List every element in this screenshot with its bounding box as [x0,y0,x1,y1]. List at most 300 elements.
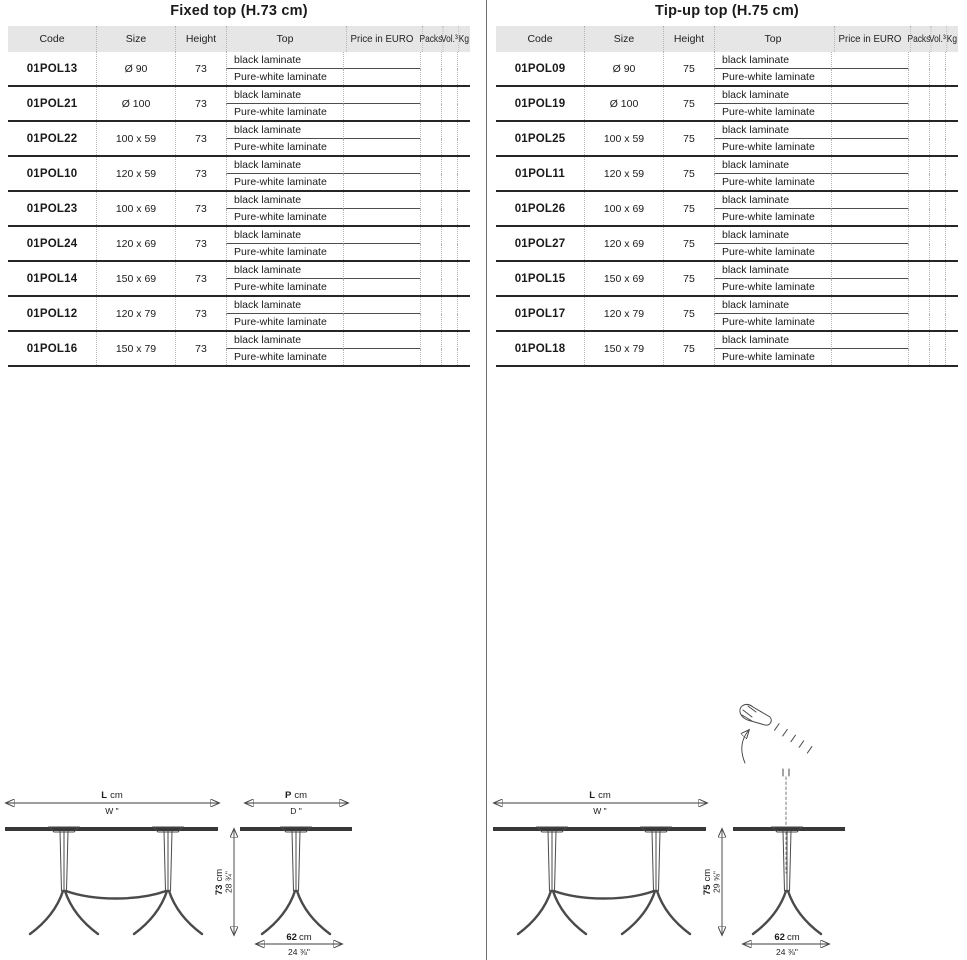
price-cell-white [343,349,420,366]
col-header-size: Size [96,26,175,52]
table-row [8,52,470,87]
table-row [496,192,958,227]
height-cell: 75 [663,297,714,330]
fixed-top-dimension-drawing [2,785,372,960]
packs-cell [420,192,441,209]
height-cell: 73 [175,332,226,365]
table-title: Tip-up top (H.75 cm) [655,3,799,19]
top-option-white: Pure-white laminate [226,174,343,191]
height-label-imperial: 28 ¾" [223,871,234,893]
height-cell: 75 [663,262,714,295]
table-row [496,332,958,367]
volume-cell [441,69,457,86]
volume-cell [929,52,945,69]
kg-cell [457,69,470,86]
size-cell: 100 x 69 [584,192,663,225]
col-header-top: Top [714,26,831,52]
code-cell: 01POL11 [515,167,565,180]
volume-cell [929,209,945,226]
col-header-height: Height [663,26,714,52]
volume-cell [441,244,457,261]
code-cell: 01POL10 [26,167,78,180]
packs-cell [420,104,441,121]
price-cell-white [831,209,908,226]
volume-cell [929,314,945,331]
top-option-black: black laminate [226,52,343,69]
packs-cell [420,209,441,226]
packs-cell [908,332,929,349]
top-option-white: Pure-white laminate [714,69,831,86]
volume-cell [929,262,945,279]
col-header-size: Size [584,26,663,52]
table-row [8,297,470,332]
double-pedestal-table-drawing [5,827,218,934]
price-cell-black [831,87,908,104]
packs-cell [908,139,929,156]
length-label-metric: L cm [101,790,123,801]
packs-cell [420,262,441,279]
packs-cell [908,192,929,209]
kg-cell [457,139,470,156]
code-cell: 01POL13 [26,62,78,75]
height-cell: 75 [663,192,714,225]
volume-cell [441,279,457,296]
table-body [8,52,470,367]
base-label-metric: 62 cm [286,932,312,943]
size-cell: 150 x 69 [96,262,175,295]
top-option-black: black laminate [226,157,343,174]
price-cell-white [343,69,420,86]
volume-cell [929,244,945,261]
volume-cell [929,279,945,296]
height-cell: 73 [175,192,226,225]
col-header-code: Code [39,33,65,45]
code-cell: 01POL27 [514,237,566,250]
height-label-metric: 73cm [214,868,225,896]
kg-cell [945,349,958,366]
packs-cell [420,279,441,296]
column-divider [486,0,487,960]
height-cell: 75 [663,52,714,85]
price-cell-black [343,52,420,69]
packs-cell [420,52,441,69]
packs-cell [420,87,441,104]
packs-cell [420,139,441,156]
top-option-white: Pure-white laminate [714,174,831,191]
kg-cell [945,209,958,226]
top-option-black: black laminate [714,122,831,139]
table-row [8,262,470,297]
kg-cell [457,349,470,366]
kg-cell [945,157,958,174]
kg-cell [457,104,470,121]
price-cell-white [831,139,908,156]
volume-cell [441,192,457,209]
packs-cell [908,349,929,366]
size-cell: 120 x 59 [96,157,175,190]
col-header-price: Price in EURO [834,26,905,52]
price-cell-white [831,244,908,261]
packs-cell [908,244,929,261]
col-header-code: Code [527,33,553,45]
code-cell: 01POL18 [514,342,566,355]
size-cell: 100 x 69 [96,192,175,225]
packs-cell [908,122,929,139]
packs-cell [420,314,441,331]
kg-cell [457,314,470,331]
height-cell: 75 [663,157,714,190]
price-cell-white [831,69,908,86]
price-cell-black [831,157,908,174]
kg-cell [945,244,958,261]
code-cell: 01POL17 [514,307,566,320]
table-row [8,192,470,227]
tipup-top-table [496,3,958,367]
volume-cell [441,122,457,139]
height-cell: 73 [175,157,226,190]
col-header-kg: Kg [458,26,468,52]
volume-cell [929,174,945,191]
price-cell-white [343,174,420,191]
top-option-white: Pure-white laminate [714,349,831,366]
price-cell-white [343,279,420,296]
packs-cell [420,69,441,86]
length-label-metric: L cm [589,790,611,801]
packs-cell [420,122,441,139]
size-cell: 100 x 59 [584,122,663,155]
size-cell: Ø 90 [584,52,663,85]
kg-cell [945,332,958,349]
volume-cell [929,87,945,104]
packs-cell [908,69,929,86]
top-option-black: black laminate [714,297,831,314]
price-cell-white [343,104,420,121]
col-header-top: Top [226,26,343,52]
packs-cell [908,209,929,226]
col-header-packs: Packs [910,26,927,52]
col-header-packs: Packs [422,26,439,52]
kg-cell [945,104,958,121]
height-cell: 73 [175,297,226,330]
table-row [8,87,470,122]
code-cell: 01POL21 [26,97,78,110]
height-cell: 73 [175,122,226,155]
top-option-black: black laminate [226,122,343,139]
top-option-black: black laminate [226,227,343,244]
volume-cell [929,349,945,366]
price-cell-black [831,227,908,244]
depth-label-imperial: D " [290,806,302,816]
packs-cell [908,297,929,314]
price-cell-black [831,332,908,349]
fixed-top-table [8,3,470,367]
size-cell: 120 x 79 [584,297,663,330]
price-cell-white [343,139,420,156]
tip-up-action-illustration [740,705,820,776]
kg-cell [945,297,958,314]
top-option-black: black laminate [714,87,831,104]
packs-cell [908,87,929,104]
length-label-imperial: W " [593,806,607,816]
table-row [496,122,958,157]
volume-cell [441,157,457,174]
price-cell-black [343,297,420,314]
price-cell-black [831,297,908,314]
table-row [496,87,958,122]
volume-cell [441,314,457,331]
packs-cell [420,174,441,191]
packs-cell [908,227,929,244]
single-pedestal-table-drawing [240,827,352,934]
volume-cell [441,332,457,349]
volume-cell [929,332,945,349]
code-cell: 01POL14 [26,272,78,285]
kg-cell [945,314,958,331]
packs-cell [908,157,929,174]
table-row [496,262,958,297]
packs-cell [908,104,929,121]
price-cell-black [343,227,420,244]
price-cell-white [831,279,908,296]
top-option-black: black laminate [226,297,343,314]
top-option-black: black laminate [226,332,343,349]
height-cell: 73 [175,262,226,295]
price-cell-black [831,122,908,139]
height-cell: 75 [663,332,714,365]
top-option-white: Pure-white laminate [714,209,831,226]
table-row [496,297,958,332]
kg-cell [457,122,470,139]
volume-cell [441,349,457,366]
table-body [496,52,958,367]
packs-cell [908,314,929,331]
kg-cell [457,157,470,174]
single-pedestal-table-drawing [733,827,845,934]
size-cell: 120 x 69 [96,227,175,260]
top-option-white: Pure-white laminate [226,139,343,156]
price-cell-black [343,87,420,104]
table-row [496,52,958,87]
packs-cell [420,332,441,349]
kg-cell [457,262,470,279]
table-row [8,157,470,192]
volume-cell [929,69,945,86]
top-option-black: black laminate [226,87,343,104]
size-cell: Ø 90 [96,52,175,85]
price-cell-black [343,332,420,349]
packs-cell [420,244,441,261]
size-cell: 120 x 79 [96,297,175,330]
price-cell-white [343,244,420,261]
code-cell: 01POL25 [514,132,566,145]
kg-cell [457,332,470,349]
height-cell: 75 [663,87,714,120]
kg-cell [457,209,470,226]
price-cell-black [343,262,420,279]
code-cell: 01POL19 [514,97,566,110]
top-option-black: black laminate [714,332,831,349]
col-header-volume: Vol.³ [443,26,456,52]
col-header-volume: Vol.³ [931,26,944,52]
depth-label-metric: P cm [284,790,308,801]
volume-cell [441,297,457,314]
volume-cell [441,87,457,104]
price-cell-black [831,192,908,209]
height-label-imperial: 29 ⅝" [711,871,722,893]
kg-cell [945,52,958,69]
table-row [8,122,470,157]
volume-cell [929,157,945,174]
volume-cell [441,227,457,244]
price-cell-white [831,314,908,331]
volume-cell [441,174,457,191]
table-header-row [496,26,958,52]
top-option-white: Pure-white laminate [226,349,343,366]
code-cell: 01POL15 [514,272,566,285]
kg-cell [945,227,958,244]
price-cell-white [831,174,908,191]
size-cell: Ø 100 [96,87,175,120]
col-header-height: Height [175,26,226,52]
volume-cell [441,209,457,226]
tip-motion-arrow [742,730,749,763]
kg-cell [457,174,470,191]
table-title: Fixed top (H.73 cm) [170,3,308,19]
packs-cell [420,157,441,174]
code-cell: 01POL24 [26,237,78,250]
packs-cell [908,279,929,296]
col-header-price: Price in EURO [346,26,417,52]
tipup-top-dimension-drawing [490,697,870,960]
top-option-white: Pure-white laminate [226,69,343,86]
height-cell: 75 [663,122,714,155]
packs-cell [420,349,441,366]
volume-cell [929,139,945,156]
volume-cell [441,139,457,156]
volume-cell [929,122,945,139]
code-cell: 01POL23 [26,202,78,215]
table-header-row [8,26,470,52]
top-option-white: Pure-white laminate [226,244,343,261]
packs-cell [908,174,929,191]
price-cell-white [831,104,908,121]
top-option-white: Pure-white laminate [714,139,831,156]
volume-cell [441,262,457,279]
packs-cell [420,227,441,244]
size-cell: 120 x 59 [584,157,663,190]
table-row [8,332,470,367]
height-label-metric: 75cm [702,868,713,896]
packs-cell [420,297,441,314]
base-label-imperial: 24 ⅜" [288,947,310,957]
volume-cell [929,297,945,314]
price-cell-black [343,192,420,209]
top-option-white: Pure-white laminate [226,314,343,331]
table-row [496,157,958,192]
price-cell-black [831,52,908,69]
price-cell-black [343,122,420,139]
top-option-white: Pure-white laminate [226,279,343,296]
top-option-black: black laminate [226,192,343,209]
price-cell-white [831,349,908,366]
code-cell: 01POL16 [26,342,78,355]
packs-cell [908,52,929,69]
kg-cell [457,227,470,244]
volume-cell [929,192,945,209]
kg-cell [457,279,470,296]
kg-cell [945,174,958,191]
volume-cell [441,104,457,121]
top-option-white: Pure-white laminate [714,244,831,261]
size-cell: 150 x 79 [584,332,663,365]
top-option-white: Pure-white laminate [226,104,343,121]
top-option-white: Pure-white laminate [714,104,831,121]
size-cell: 150 x 69 [584,262,663,295]
size-cell: 150 x 79 [96,332,175,365]
top-option-white: Pure-white laminate [714,314,831,331]
top-option-black: black laminate [714,157,831,174]
double-pedestal-table-drawing [493,827,706,934]
kg-cell [457,244,470,261]
height-cell: 73 [175,87,226,120]
volume-cell [929,104,945,121]
code-cell: 01POL09 [514,62,566,75]
height-cell: 73 [175,52,226,85]
code-cell: 01POL12 [26,307,78,320]
top-option-black: black laminate [714,227,831,244]
length-label-imperial: W " [105,806,119,816]
kg-cell [945,279,958,296]
kg-cell [945,122,958,139]
size-cell: 100 x 59 [96,122,175,155]
kg-cell [945,262,958,279]
code-cell: 01POL26 [514,202,566,215]
price-cell-black [343,157,420,174]
top-option-white: Pure-white laminate [714,279,831,296]
kg-cell [457,87,470,104]
kg-cell [457,52,470,69]
top-option-black: black laminate [226,262,343,279]
top-option-black: black laminate [714,262,831,279]
base-label-metric: 62 cm [774,932,800,943]
kg-cell [945,192,958,209]
size-cell: Ø 100 [584,87,663,120]
kg-cell [945,139,958,156]
price-cell-black [831,262,908,279]
table-row [496,227,958,262]
volume-cell [441,52,457,69]
packs-cell [908,262,929,279]
volume-cell [929,227,945,244]
kg-cell [457,192,470,209]
base-label-imperial: 24 ⅜" [776,947,798,957]
size-cell: 120 x 69 [584,227,663,260]
hand-icon [740,705,771,726]
kg-cell [945,69,958,86]
top-option-black: black laminate [714,52,831,69]
height-cell: 75 [663,227,714,260]
price-cell-white [343,209,420,226]
top-option-white: Pure-white laminate [226,209,343,226]
height-cell: 73 [175,227,226,260]
code-cell: 01POL22 [26,132,78,145]
table-row [8,227,470,262]
price-cell-white [343,314,420,331]
col-header-kg: Kg [946,26,956,52]
top-option-black: black laminate [714,192,831,209]
kg-cell [945,87,958,104]
kg-cell [457,297,470,314]
